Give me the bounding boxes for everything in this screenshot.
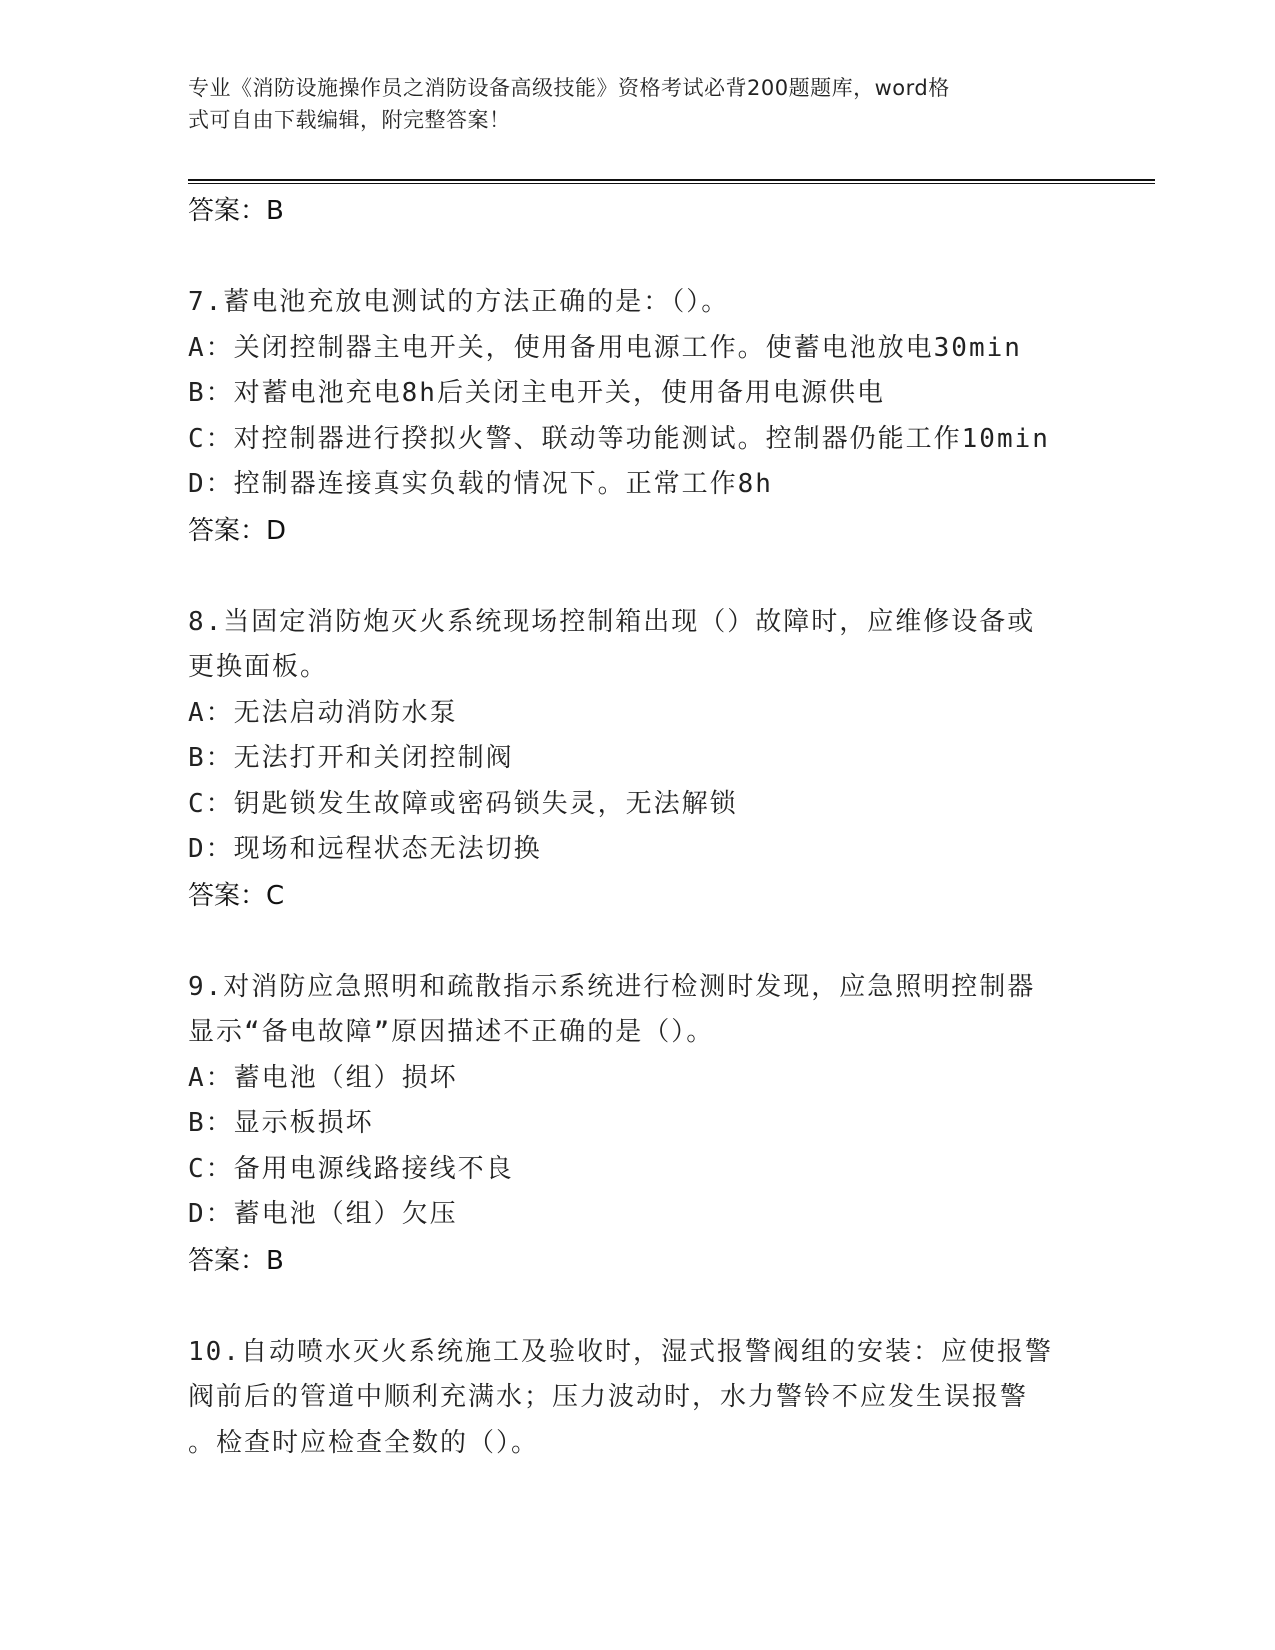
header-line-1: 专业《消防设施操作员之消防设备高级技能》资格考试必背200题题库，word格 bbox=[188, 76, 950, 100]
previous-answer: 答案：B bbox=[188, 196, 284, 226]
question-stem-cont: 显示“备电故障”原因描述不正确的是（）。 bbox=[188, 1017, 715, 1047]
document-header bbox=[188, 72, 1068, 136]
header-line-2: 式可自由下载编辑，附完整答案！ bbox=[188, 108, 511, 132]
answer-line: 答案：B bbox=[188, 1245, 284, 1276]
spacer bbox=[188, 919, 1088, 965]
option-c: C：钥匙锁发生故障或密码锁失灵，无法解锁 bbox=[188, 788, 738, 819]
spacer bbox=[188, 554, 1088, 600]
question-7 bbox=[188, 280, 1088, 554]
spacer bbox=[188, 234, 1088, 280]
question-stem: 10.自动喷水灭火系统施工及验收时，湿式报警阀组的安装：应使报警 bbox=[188, 1336, 1053, 1367]
question-stem: 9.对消防应急照明和疏散指示系统进行检测时发现，应急照明控制器 bbox=[188, 971, 1036, 1002]
option-d: D：现场和远程状态无法切换 bbox=[188, 834, 542, 864]
answer-line: 答案：C bbox=[188, 880, 285, 911]
option-d: D：控制器连接真实负载的情况下。正常工作8h bbox=[188, 469, 773, 499]
option-a: A：无法启动消防水泵 bbox=[188, 697, 458, 728]
option-b: B：对蓄电池充电8h后关闭主电开关，使用备用电源供电 bbox=[188, 378, 885, 408]
question-stem-cont: 。检查时应检查全数的（）。 bbox=[188, 1427, 540, 1458]
option-b: B：显示板损坏 bbox=[188, 1108, 374, 1138]
option-b: B：无法打开和关闭控制阀 bbox=[188, 743, 514, 773]
header-divider-thick bbox=[188, 179, 1155, 181]
option-d: D：蓄电池（组）欠压 bbox=[188, 1199, 458, 1229]
question-stem-cont: 阀前后的管道中顺利充满水；压力波动时，水力警铃不应发生误报警 bbox=[188, 1382, 1029, 1412]
spacer bbox=[188, 1284, 1088, 1330]
header-divider-thin bbox=[188, 183, 1155, 184]
question-stem-cont: 更换面板。 bbox=[188, 652, 329, 682]
answer-line: 答案：D bbox=[188, 515, 287, 546]
option-a: A：蓄电池（组）损坏 bbox=[188, 1062, 458, 1093]
question-10 bbox=[188, 1330, 1088, 1467]
option-c: C：备用电源线路接线不良 bbox=[188, 1153, 514, 1184]
option-c: C：对控制器进行揆拟火警、联动等功能测试。控制器仍能工作10min bbox=[188, 423, 1050, 454]
question-9 bbox=[188, 965, 1088, 1284]
question-stem: 8.当固定消防炮灭火系统现场控制箱出现（）故障时，应维修设备或 bbox=[188, 606, 1036, 637]
question-stem: 7.蓄电池充放电测试的方法正确的是：（）。 bbox=[188, 287, 730, 317]
question-8 bbox=[188, 600, 1088, 919]
option-a: A：关闭控制器主电开关，使用备用电源工作。使蓄电池放电30min bbox=[188, 332, 1022, 363]
question-list bbox=[188, 188, 1088, 1466]
